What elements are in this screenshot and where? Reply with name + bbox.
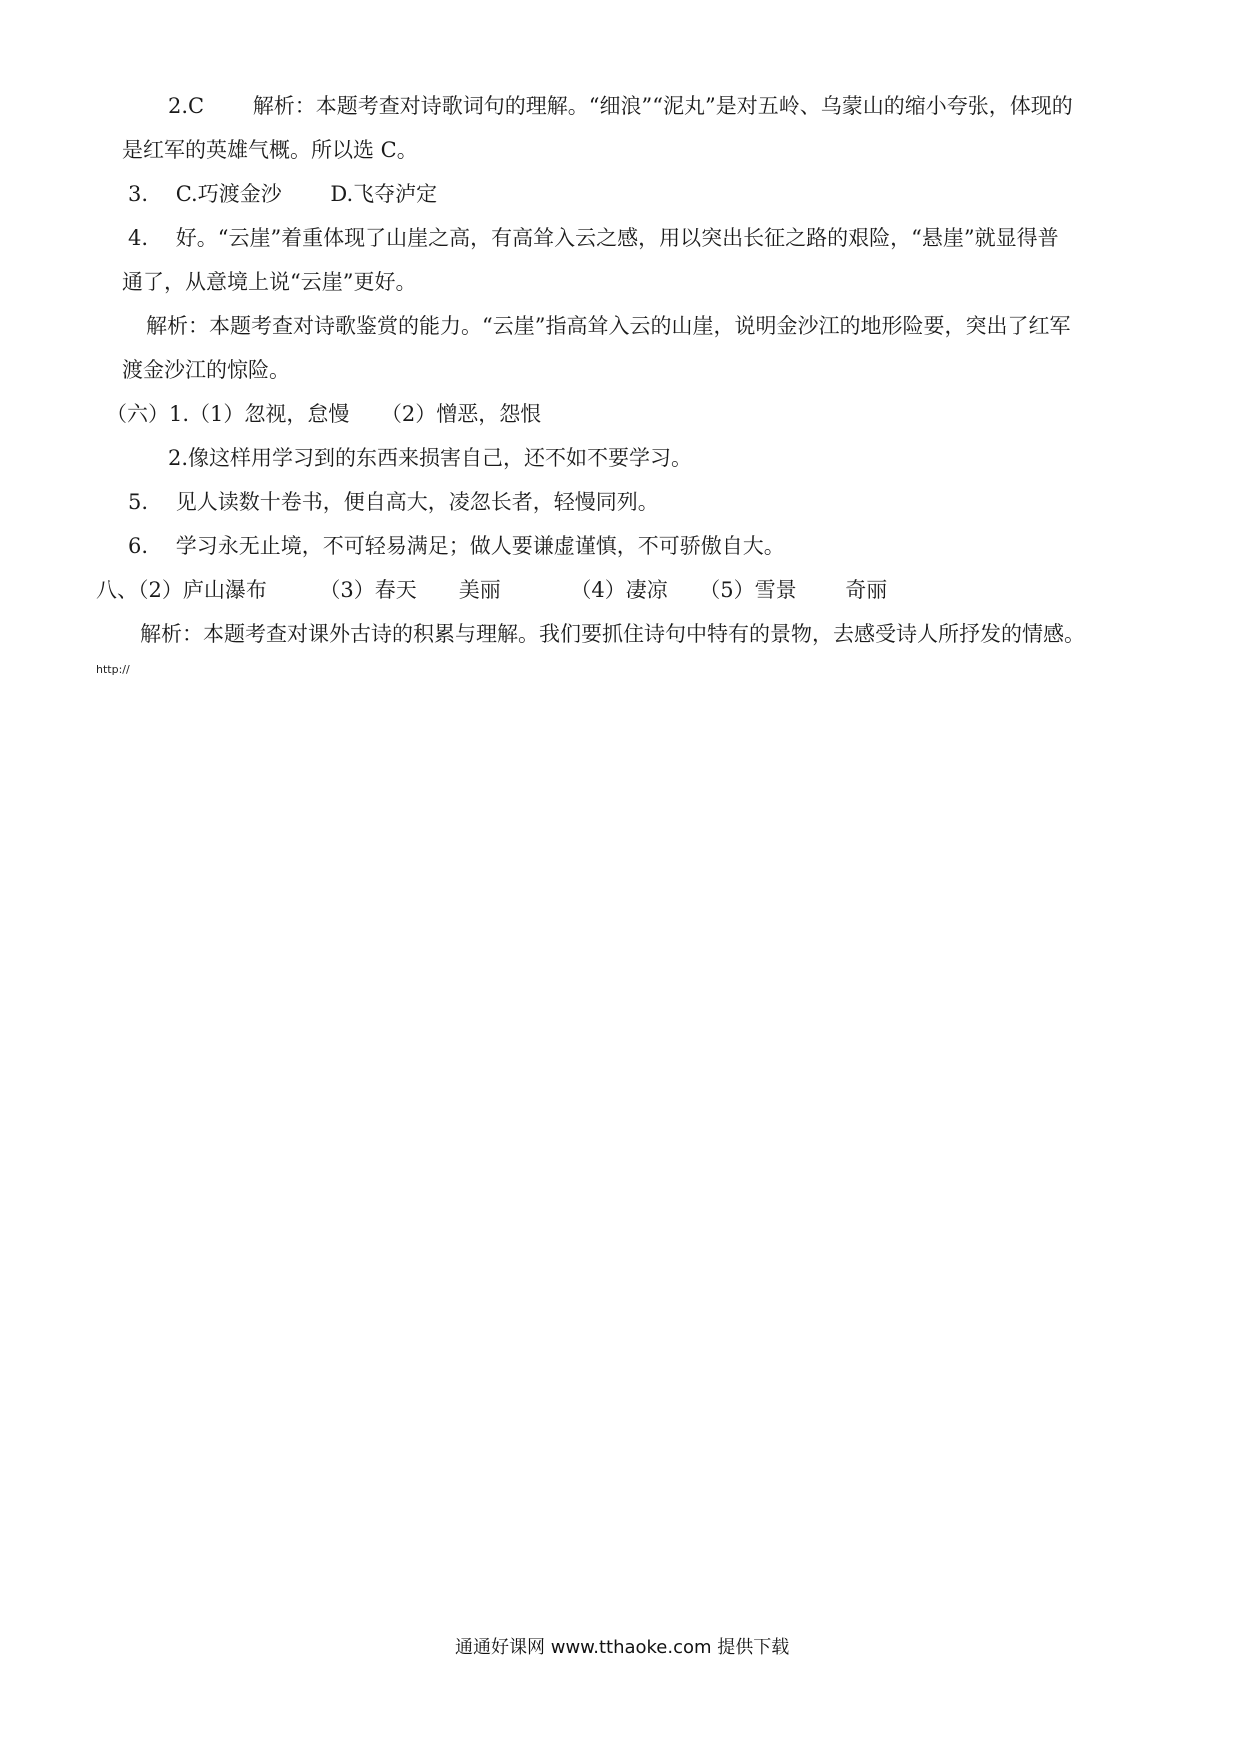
text-line: 5. 见人读数十卷书，便自高大，凌忽长者，轻慢同列。 — [128, 490, 659, 514]
text-line: 解析：本题考查对课外古诗的积累与理解。我们要抓住诗句中特有的景物，去感受诗人所抒发的情感。 — [140, 622, 1085, 646]
text-line: 通了，从意境上说“云崖”更好。 — [122, 270, 417, 294]
text-line: 渡金沙江的惊险。 — [122, 358, 290, 382]
text-line: 3. C.巧渡金沙 D.飞夺泸定 — [128, 182, 438, 206]
text-line: 2.C 解析：本题考查对诗歌词句的理解。“细浪”“泥丸”是对五岭、乌蒙山的缩小夸张，体现的 — [168, 94, 1073, 118]
url-text: http:// — [96, 663, 130, 676]
text-line: 解析：本题考查对诗歌鉴赏的能力。“云崖”指高耸入云的山崖，说明金沙江的地形险要，突出了红军 — [146, 314, 1071, 338]
text-line: （六）1.（1）忽视，怠慢 （2）憎恶，怨恨 — [106, 402, 542, 426]
text-line: 是红军的英雄气概。所以选 C。 — [122, 138, 418, 162]
text-line: 2.像这样用学习到的东西来损害自己，还不如不要学习。 — [168, 446, 693, 470]
text-line: 4. 好。“云崖”着重体现了山崖之高，有高耸入云之感，用以突出长征之路的艰险，“悬崖”就显得普 — [128, 226, 1059, 250]
text-line: 八、（2）庐山瀑布 （3）春天 美丽 （4）凄凉 （5）雪景 奇丽 — [96, 578, 888, 602]
text-line: 6. 学习永无止境，不可轻易满足；做人要谦虚谨慎，不可骄傲自大。 — [128, 534, 785, 558]
page-footer: 通通好课网 www.tthaoke.com 提供下载 — [455, 1637, 790, 1658]
